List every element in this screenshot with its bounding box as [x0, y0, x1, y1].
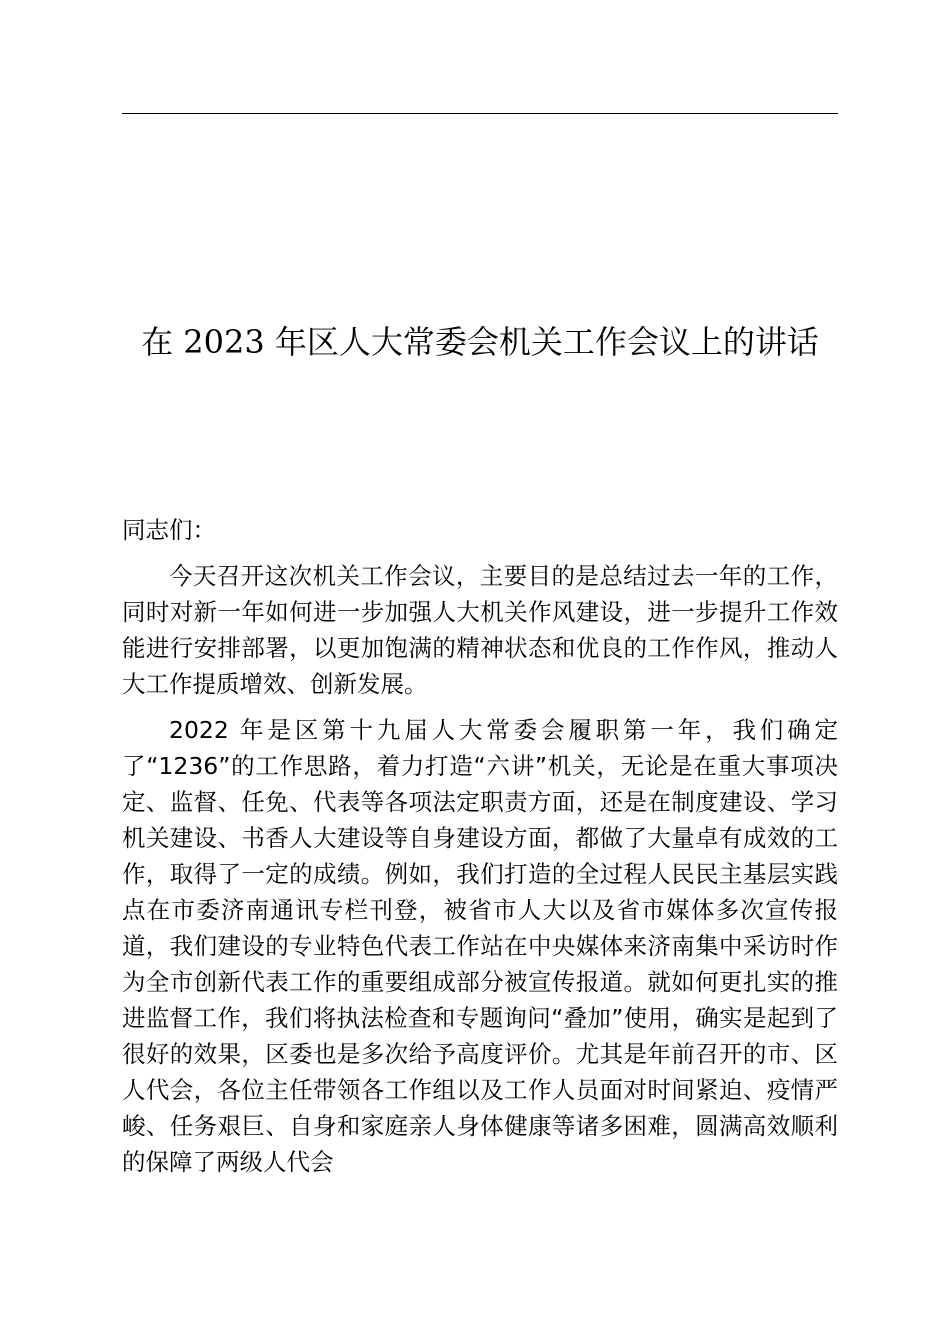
header-rule	[122, 113, 838, 114]
document-body	[122, 512, 838, 1190]
paragraph: 今天召开这次机关工作会议，主要目的是总结过去一年的工作，同时对新一年如何进一步加强人大机关作风建设，进一步提升工作效能进行安排部署，以更加饱满的精神状态和优良的工作作风，推动人大工作提质增效、创新发展。	[122, 562, 838, 698]
paragraph: 2022 年是区第十九届人大常委会履职第一年，我们确定了“1236”的工作思路，着力打造“六讲”机关，无论是在重大事项决定、监督、任免、代表等各项法定职责方面，还是在制度建设、学习机关建设、书香人大建设等自身建设方面，都做了大量卓有成效的工作，取得了一定的成绩。例如，我们打造的全过程人民民主基层实践点在市委济南通讯专栏刊登，被省市人大以及省市媒体多次宣传报道，我们建设的专业特色代表工作站在中央媒体来济南集中采访时作为全市创新代表工作的重要组成部分被宣传报道。就如何更扎实的推进监督工作，我们将执法检查和专题询问“叠加”使用，确实是起到了很好的效果，区委也是多次给予高度评价。尤其是年前召开的市、区人代会，各位主任带领各工作组以及工作人员面对时间紧迫、疫情严峻、任务艰巨、自身和家庭亲人身体健康等诸多困难，圆满高效顺利的保障了两级人代会	[122, 716, 838, 1176]
salutation: 同志们：	[122, 516, 216, 544]
document-title: 在 2023 年区人大常委会机关工作会议上的讲话	[141, 323, 819, 361]
